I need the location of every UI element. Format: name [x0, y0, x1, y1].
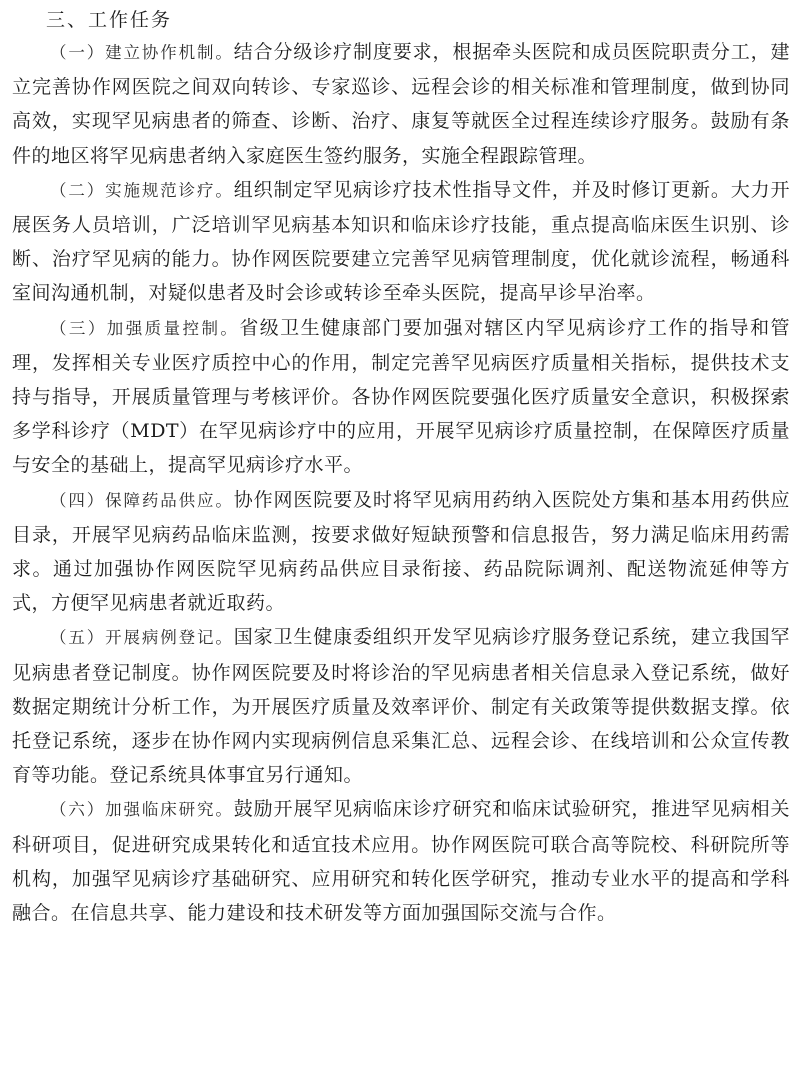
paragraph-2-text: 组织制定罕见病诊疗技术性指导文件，并及时修订更新。大力开展医务人员培训，广泛培训罕见病基本知识和临床诊疗技能，重点提高临床医生识别、诊断、治疗罕见病的能力。协作网医院要建立完善罕见病管理制度，优化就诊流程，畅通科室间沟通机制，对疑似患者及时会诊或转诊至牵头医院，提高早诊早治率。 — [12, 178, 790, 305]
paragraph-4-text: 协作网医院要及时将罕见病用药纳入医院处方集和基本用药供应目录，开展罕见病药品临床监测，按要求做好短缺预警和信息报告，努力满足临床用药需求。通过加强协作网医院罕见病药品供应目录衔接、药品院际调剂、配送物流延伸等方式，方便罕见病患者就近取药。 — [12, 488, 790, 615]
paragraph-1-text: 结合分级诊疗制度要求，根据牵头医院和成员医院职责分工，建立完善协作网医院之间双向转诊、专家巡诊、远程会诊的相关标准和管理制度，做到协同高效，实现罕见病患者的筛查、诊断、治疗、康复等就医全过程连续诊疗服务。鼓励有条件的地区将罕见病患者纳入家庭医生签约服务，实施全程跟踪管理。 — [12, 41, 790, 167]
paragraph-2 — [12, 173, 790, 311]
paragraph-1-lead: （一）建立协作机制。 — [50, 43, 234, 62]
paragraph-1 — [12, 35, 790, 173]
paragraph-2-lead: （二）实施规范诊疗。 — [50, 180, 234, 200]
paragraph-3 — [12, 311, 790, 483]
paragraph-3-text: 省级卫生健康部门要加强对辖区内罕见病诊疗工作的指导和管理，发挥相关专业医疗质控中心的作用，制定完善罕见病医疗质量相关指标，提供技术支持与指导，开展质量管理与考核评价。各协作网医院要强化医疗质量安全意识，积极探索多学科诊疗（MDT）在罕见病诊疗中的应用，开展罕见病诊疗质量控制，在保障医疗质量与安全的基础上，提高罕见病诊疗水平。 — [12, 316, 790, 477]
paragraph-6-text: 鼓励开展罕见病临床诊疗研究和临床试验研究，推进罕见病相关科研项目，促进研究成果转化和适宜技术应用。协作网医院可联合高等院校、科研院所等机构，加强罕见病诊疗基础研究、应用研究和转化医学研究，推动专业水平的提高和学科融合。在信息共享、能力建设和技术研发等方面加强国际交流与合作。 — [12, 798, 790, 925]
paragraph-5-text: 国家卫生健康委组织开发罕见病诊疗服务登记系统，建立我国罕见病患者登记制度。协作网医院要及时将诊治的罕见病患者相关信息录入登记系统，做好数据定期统计分析工作，为开展医疗质量及效率评价、制定有关政策等提供数据支撑。依托登记系统，逐步在协作网内实现病例信息采集汇总、远程会诊、在线培训和公众宣传教育等功能。登记系统具体事宜另行通知。 — [12, 626, 790, 787]
paragraph-5 — [12, 620, 790, 792]
section-heading: 三、工作任务 — [46, 9, 173, 31]
paragraph-3-lead: （三）加强质量控制。 — [50, 318, 240, 338]
paragraph-4 — [12, 483, 790, 621]
paragraph-5-lead: （五）开展病例登记。 — [50, 628, 234, 648]
paragraph-4-lead: （四）保障药品供应。 — [50, 490, 234, 510]
paragraph-6-lead: （六）加强临床研究。 — [50, 800, 234, 820]
paragraph-6 — [12, 792, 790, 930]
